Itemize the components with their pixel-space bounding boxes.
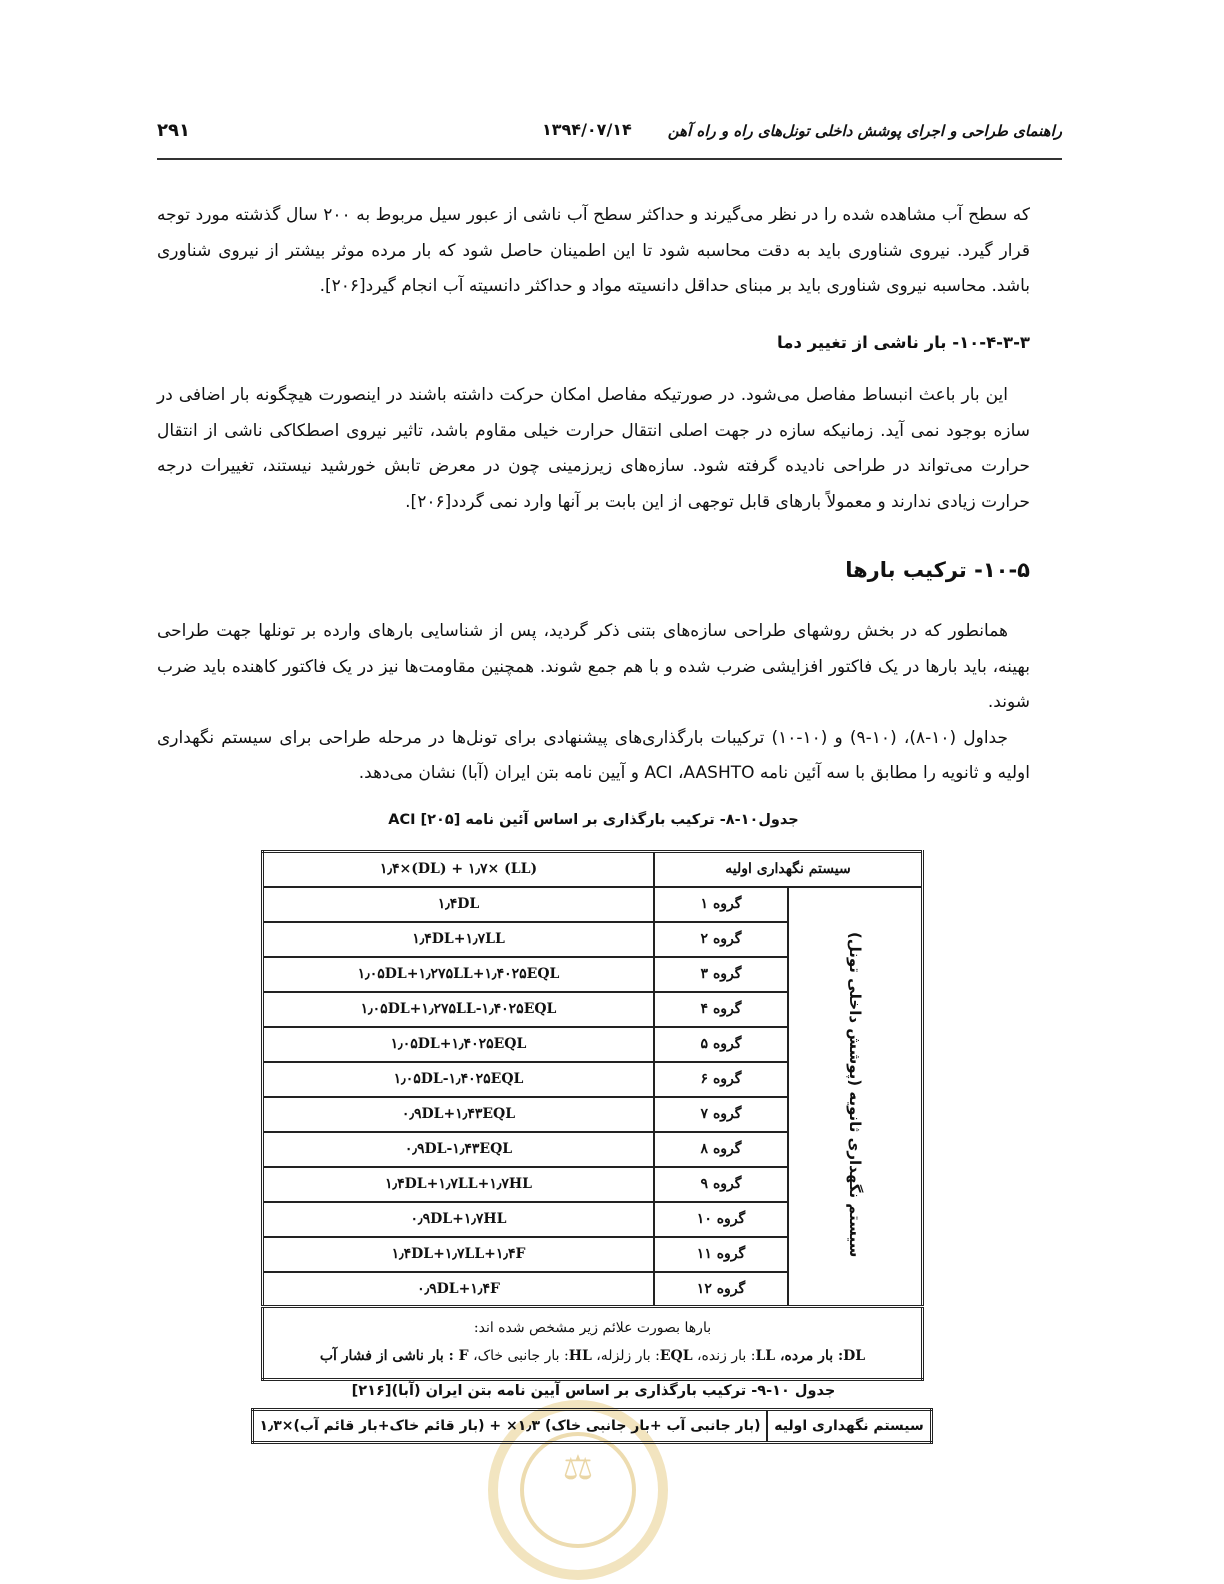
secondary-support-label: سیستم نگهداری ثانویه (پوشش داخلی تونل) [788, 887, 923, 1307]
group-formula: ۱٫۴DL+۱٫۷LL+۱٫۷HL [263, 1167, 655, 1202]
legend-desc: : بار زلزله، [591, 1348, 660, 1364]
group-label: گروه ۲ [654, 922, 788, 957]
legend-code: LL [755, 1348, 776, 1364]
group-formula: ۱٫۰۵DL+۱٫۲۷۵LL-۱٫۴۰۲۵EQL [263, 992, 655, 1027]
table-8-aci [261, 850, 924, 1381]
legend-code: F [458, 1348, 469, 1364]
legend-desc: : بار ناشی از فشار آب [319, 1348, 459, 1364]
page-number: ۲۹۱ [157, 120, 190, 141]
section-temperature-body [157, 378, 1030, 520]
header-date: ۱۳۹۴/۰۷/۱۴ [542, 120, 632, 139]
section-buoyancy [157, 198, 1030, 305]
paragraph-tables-intro: جداول (۱۰-۸)، (۱۰-۹) و (۱۰-۱۰) ترکیبات بارگذاری‌های پیشنهادی برای تونل‌ها در مرحله طراحی برای سیستم نگهداری اولیه و ثانویه را مطابق با سه آئین نامه ACI ،AASHTO و آیین نامه بتن ایران (آبا) نشان می‌دهد. [157, 727, 1030, 783]
group-label: گروه ۹ [654, 1167, 788, 1202]
publisher-seal-icon: ⚖ [488, 1400, 668, 1580]
table-row [263, 887, 923, 922]
section-temperature [157, 333, 1030, 352]
group-label: گروه ۱۰ [654, 1202, 788, 1237]
primary-support-label: سیستم نگهداری اولیه [654, 852, 923, 887]
primary-support-formula: (بار جانبی آب +بار جانبی خاک) ۱٫۳× + (بار قائم خاک+بار قائم آب)×۱٫۳ [253, 1410, 768, 1443]
group-formula: ۰٫۹DL+۱٫۷HL [263, 1202, 655, 1237]
group-label: گروه ۳ [654, 957, 788, 992]
group-formula: ۱٫۰۵DL-۱٫۴۰۲۵EQL [263, 1062, 655, 1097]
page-header [157, 118, 1062, 160]
primary-support-label: سیستم نگهداری اولیه [767, 1410, 932, 1443]
section-load-combination-body [157, 614, 1030, 792]
group-label: گروه ۸ [654, 1132, 788, 1167]
section-load-combination [157, 558, 1030, 582]
heading-temperature-load: ۱۰-۴-۳-۳- بار ناشی از تغییر دما [777, 333, 1030, 352]
group-formula: ۱٫۴DL [263, 887, 655, 922]
legend-code: EQL [659, 1348, 693, 1364]
legend-code: DL [843, 1348, 866, 1364]
group-formula: ۱٫۴DL+۱٫۷LL+۱٫۴F [263, 1237, 655, 1272]
group-formula: ۰٫۹DL-۱٫۴۳EQL [263, 1132, 655, 1167]
paragraph-temperature: این بار باعث انبساط مفاصل می‌شود. در صورتیکه مفاصل امکان حرکت داشته باشند در اینصورت هیچگونه بار اضافی در سازه بوجود نمی آید. زمانیکه سازه در جهت اصلی انتقال حرارت خیلی مقاوم باشد، تاثیر نیروی اصطکاکی ناشی از انتقال حرارت می‌تواند در طراحی نادیده گرفته شود. سازه‌های زیرزمینی چون در معرض تابش خورشید نیستند، تغییرات درجه حرارت زیادی ندارند و معمولاً بارهای قابل توجهی از این بابت بر آنها وارد نمی گردد[۲۰۶]. [157, 385, 1030, 512]
legend-code: HL [568, 1348, 592, 1364]
table-8-caption: جدول۱۰-۸- ترکیب بارگذاری بر اساس آئین نامه ACI [۲۰۵] [388, 812, 799, 828]
legend-codes [274, 1342, 911, 1370]
group-formula: ۰٫۹DL+۱٫۴F [263, 1272, 655, 1307]
group-label: گروه ۱۲ [654, 1272, 788, 1307]
group-label: گروه ۵ [654, 1027, 788, 1062]
table-9-caption: جدول ۱۰-۹- ترکیب بارگذاری بر اساس آیین نامه بتن ایران (آبا)[۲۱۶] [351, 1383, 836, 1399]
group-formula: ۰٫۹DL+۱٫۴۳EQL [263, 1097, 655, 1132]
group-label: گروه ۱ [654, 887, 788, 922]
paragraph-load-factors: همانطور که در بخش روشهای طراحی سازه‌های بتنی ذکر گردید، پس از شناسایی بارهای وارده بر تونلها جهت طراحی بهینه، باید بارها در یک فاکتور افزایشی ضرب شده و با هم جمع شوند. همچنین مقاومت‌ها نیز در یک فاکتور کاهنده باید ضرب شوند. [157, 621, 1030, 712]
group-label: گروه ۱۱ [654, 1237, 788, 1272]
header-title: راهنمای طراحی و اجرای پوشش داخلی تونل‌های راه و راه آهن [667, 122, 1062, 140]
primary-support-formula: ۱٫۴×(DL) + ۱٫۷× (LL) [263, 852, 655, 887]
group-formula: ۱٫۰۵DL+۱٫۲۷۵LL+۱٫۴۰۲۵EQL [263, 957, 655, 992]
table-legend [263, 1307, 923, 1380]
group-label: گروه ۷ [654, 1097, 788, 1132]
legend-desc: : بار مرده، [775, 1348, 844, 1364]
group-label: گروه ۶ [654, 1062, 788, 1097]
legend-title: بارها بصورت علائم زیر مشخص شده اند: [473, 1320, 712, 1336]
paragraph-buoyancy: که سطح آب مشاهده شده را در نظر می‌گیرند و حداکثر سطح آب ناشی از عبور سیل مربوط به ۲۰۰ سال گذشته مورد توجه قرار گیرد. نیروی شناوری باید به دقت محاسبه شود تا این اطمینان حاصل شود که بار مرده موثر بیشتر از نیروی شناوری باشد. محاسبه نیروی شناوری باید بر مبنای حداقل دانسیته مواد و حداکثر دانسیته آب انجام گیرد[۲۰۶]. [157, 205, 1030, 296]
group-formula: ۱٫۰۵DL+۱٫۴۰۲۵EQL [263, 1027, 655, 1062]
group-formula: ۱٫۴DL+۱٫۷LL [263, 922, 655, 957]
heading-load-combination: ۱۰-۵- ترکیب بارها [845, 558, 1030, 582]
group-label: گروه ۴ [654, 992, 788, 1027]
legend-desc: : بار جانبی خاک، [468, 1348, 569, 1364]
legend-desc: : بار زنده، [692, 1348, 756, 1364]
table-9-aba [251, 1408, 933, 1444]
